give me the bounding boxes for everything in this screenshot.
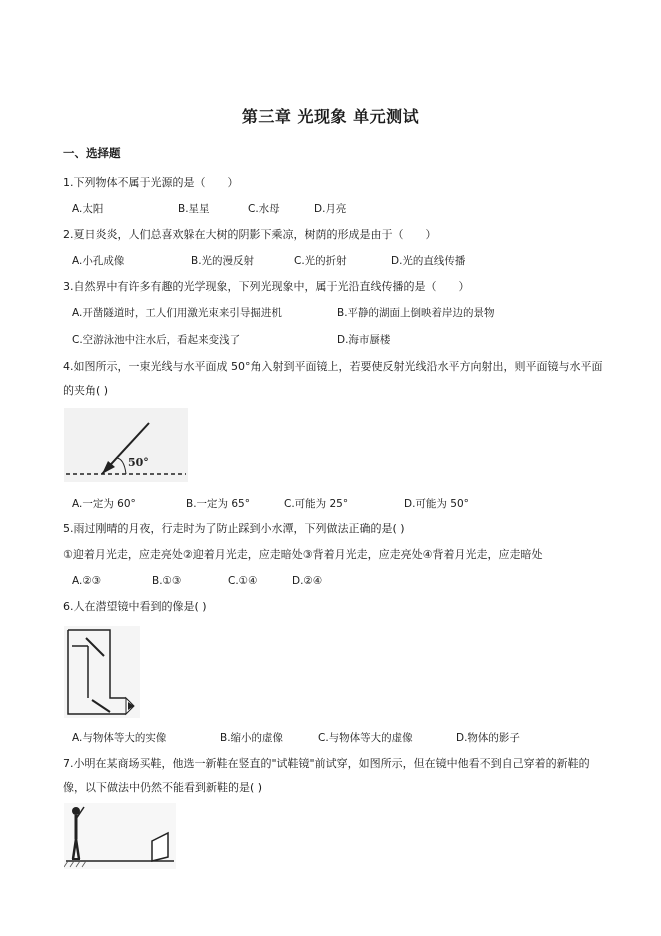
periscope-figure: [64, 626, 140, 718]
q4-option-d: D.可能为 50°: [404, 498, 469, 510]
q5-option-d: D.②④: [292, 575, 323, 587]
q5-option-c: C.①④: [228, 575, 258, 587]
q2-option-a: A.小孔成像: [72, 255, 125, 267]
q4-option-a: A.一定为 60°: [72, 498, 136, 510]
q3-option-b: B.平静的湖面上倒映着岸边的景物: [337, 307, 495, 319]
q2-option-b: B.光的漫反射: [191, 255, 255, 267]
angle-label: 50°: [128, 456, 149, 469]
q3-option-a: A.开凿隧道时，工人们用激光束来引导掘进机: [72, 307, 282, 319]
question-4: 4.如图所示，一束光线与水平面成 50°角入射到平面镜上，若要使反射光线沿水平方向射出，则平面镜与水平面的夹角( ): [63, 360, 603, 397]
q4-option-c: C.可能为 25°: [284, 498, 349, 510]
q3-option-d: D.海市蜃楼: [337, 334, 391, 346]
q5-option-a: A.②③: [72, 575, 102, 587]
shoe-mirror-figure: [64, 803, 176, 869]
q6-option-b: B.缩小的虚像: [220, 732, 284, 744]
q4-option-b: B.一定为 65°: [186, 498, 250, 510]
page-title: 第三章 光现象 单元测试: [241, 107, 420, 126]
question-3: 3.自然界中有许多有趣的光学现象，下列光现象中，属于光沿直线传播的是（ ）: [63, 280, 470, 293]
q3-option-c: C.空游泳池中注水后，看起来变浅了: [72, 334, 241, 346]
section-heading: 一、选择题: [63, 146, 121, 160]
question-6: 6.人在潜望镜中看到的像是( ): [63, 600, 207, 613]
incident-ray-figure: [64, 408, 188, 482]
q1-option-d: D.月亮: [314, 203, 347, 215]
q1-option-c: C.水母: [248, 203, 280, 215]
q2-option-d: D.光的直线传播: [391, 255, 466, 267]
q2-option-c: C.光的折射: [294, 255, 347, 267]
question-2: 2.夏日炎炎，人们总喜欢躲在大树的阴影下乘凉，树荫的形成是由于（ ）: [63, 228, 437, 241]
q6-option-d: D.物体的影子: [456, 732, 520, 744]
q1-option-a: A.太阳: [72, 203, 104, 215]
q5-option-b: B.①③: [152, 575, 182, 587]
question-7: 7.小明在某商场买鞋，他选一新鞋在竖直的"试鞋镜"前试穿，如图所示，但在镜中他看不到自己穿着的新鞋的像，以下做法中仍然不能看到新鞋的是( ): [63, 757, 590, 794]
question-5: 5.雨过刚晴的月夜，行走时为了防止踩到小水潭，下列做法正确的是( ): [63, 522, 405, 535]
question-1: 1.下列物体不属于光源的是（ ）: [63, 176, 239, 189]
q1-option-b: B.星星: [178, 203, 210, 215]
q6-option-c: C.与物体等大的虚像: [318, 732, 413, 744]
q5-statements: ①迎着月光走，应走亮处②迎着月光走，应走暗处③背着月光走，应走亮处④背着月光走，应走暗处: [63, 548, 543, 561]
q6-option-a: A.与物体等大的实像: [72, 732, 167, 744]
